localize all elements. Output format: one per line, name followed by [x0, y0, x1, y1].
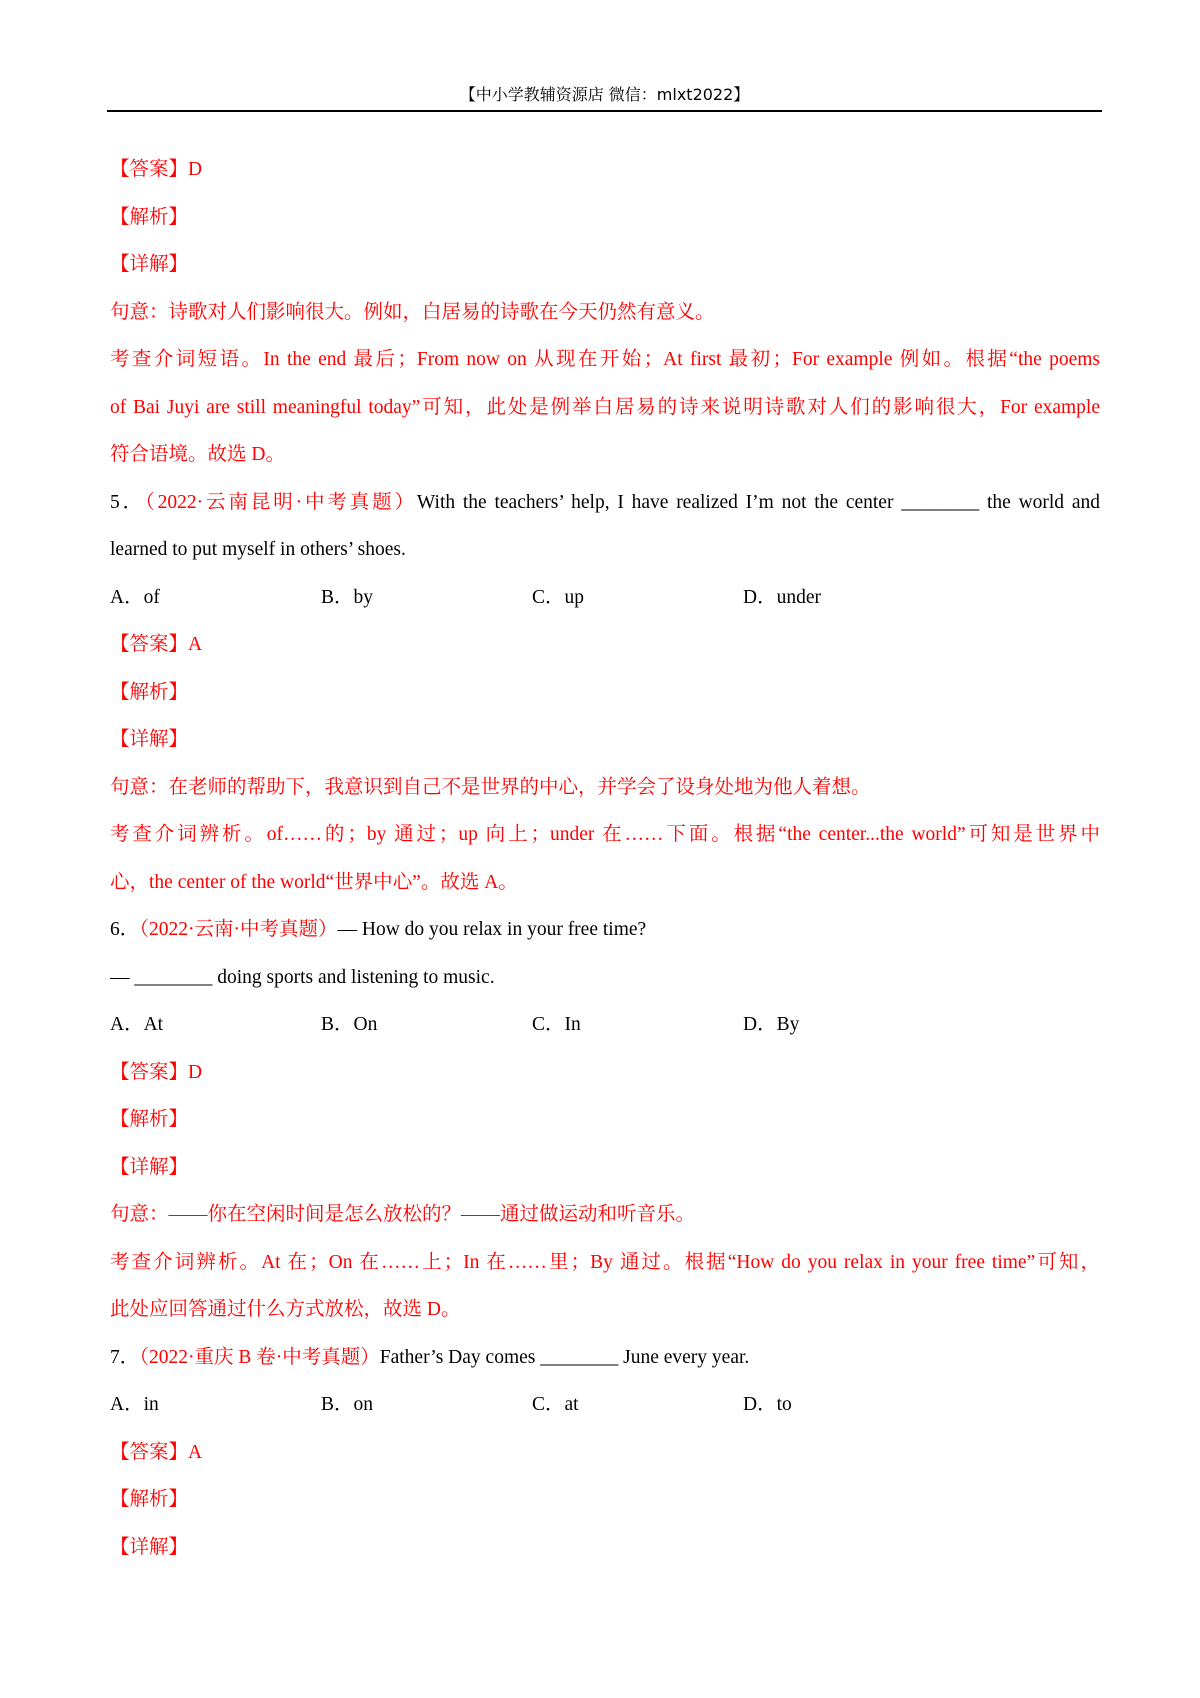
q7-option-d: D．to	[743, 1394, 792, 1415]
q5-stem-line-2: learned to put myself in others’ shoes.	[110, 539, 406, 560]
q5-meaning: 句意：在老师的帮助下，我意识到自己不是世界的中心，并学会了设身处地为他人着想。	[110, 776, 871, 798]
document-body	[110, 146, 1100, 1571]
q5-stem-line-1	[110, 479, 1100, 527]
q5-number: 5．	[110, 491, 146, 513]
q5-option-a: A．of	[110, 586, 160, 608]
q5-options	[110, 574, 1100, 622]
q4-explanation-line-1: 考查介词短语。In the end 最后；From now on 从现在开始；At first 最初；For example 例如。根据“the poems	[110, 349, 1100, 370]
q6-source: （2022·云南·中考真题）	[139, 919, 338, 940]
q4-answer: 【答案】D	[110, 159, 203, 180]
q5-explanation-line-1: 考查介词辨析。of……的；by 通过；up 向上；under 在……下面。根据“the center...the world”可知是世界中	[110, 824, 1100, 845]
q6-stem-text: — How do you relax in your free time?	[337, 919, 647, 940]
q5-option-d: D．under	[743, 586, 821, 608]
q7-source: （2022·重庆 B 卷·中考真题）	[139, 1346, 380, 1368]
q6-number: 6．	[110, 919, 140, 940]
q6-analysis-label: 【解析】	[110, 1109, 189, 1130]
header-rule	[107, 110, 1102, 112]
q6-option-d: D．By	[743, 1014, 800, 1035]
q7-analysis-label: 【解析】	[110, 1489, 189, 1510]
q7-stem-text: Father’s Day comes ________ June every year.	[379, 1346, 750, 1368]
q7-number: 7．	[110, 1346, 140, 1368]
q6-option-a: A．At	[110, 1014, 164, 1035]
q5-option-b: B．by	[321, 586, 374, 608]
q6-stem-line-2: — ________ doing sports and listening to music.	[110, 966, 495, 988]
q5-source: （2022·云南昆明·中考真题）	[145, 491, 417, 513]
q6-detail-label: 【详解】	[110, 1156, 189, 1178]
q6-option-c: C．In	[532, 1014, 581, 1035]
q7-detail-label: 【详解】	[110, 1536, 189, 1558]
q6-options	[110, 1001, 1100, 1049]
q4-meaning: 句意：诗歌对人们影响很大。例如，白居易的诗歌在今天仍然有意义。	[110, 301, 715, 323]
q4-explanation-line-3: 符合语境。故选 D。	[110, 444, 285, 465]
q6-option-b: B．On	[321, 1014, 378, 1035]
q4-analysis-label: 【解析】	[110, 206, 189, 228]
q7-stem-line-1	[110, 1334, 1100, 1382]
q6-stem-line-1	[110, 906, 1100, 954]
q5-analysis-label: 【解析】	[110, 681, 189, 703]
q6-explanation-line-2: 此处应回答通过什么方式放松，故选 D。	[110, 1299, 461, 1320]
page-header: 【中小学教辅资源店 微信：mlxt2022】	[459, 85, 750, 104]
q5-detail-label: 【详解】	[110, 729, 189, 750]
q5-explanation-line-2: 心，the center of the world“世界中心”。故选 A。	[110, 871, 518, 893]
q6-answer: 【答案】D	[110, 1061, 203, 1083]
q4-detail-label: 【详解】	[110, 254, 189, 275]
q5-answer: 【答案】A	[110, 634, 203, 655]
q5-option-c: C．up	[532, 586, 585, 608]
q4-explanation-line-2: of Bai Juyi are still meaningful today”可知，此处是例举白居易的诗来说明诗歌对人们的影响很大，For example	[110, 396, 1100, 418]
q7-option-c: C．at	[532, 1394, 579, 1415]
q6-explanation-line-1: 考查介词辨析。At 在；On 在……上；In 在……里；By 通过。根据“How do you relax in your free time”可知，	[110, 1251, 1100, 1273]
q7-options	[110, 1381, 1100, 1429]
q7-option-a: A．in	[110, 1394, 159, 1415]
q7-option-b: B．on	[321, 1394, 374, 1415]
q6-meaning: 句意：——你在空闲时间是怎么放松的？——通过做运动和听音乐。	[110, 1204, 696, 1225]
q7-answer: 【答案】A	[110, 1441, 203, 1463]
q5-stem-text: With the teachers’ help, I have realized I’m not the center ________ the world and	[416, 491, 1100, 513]
